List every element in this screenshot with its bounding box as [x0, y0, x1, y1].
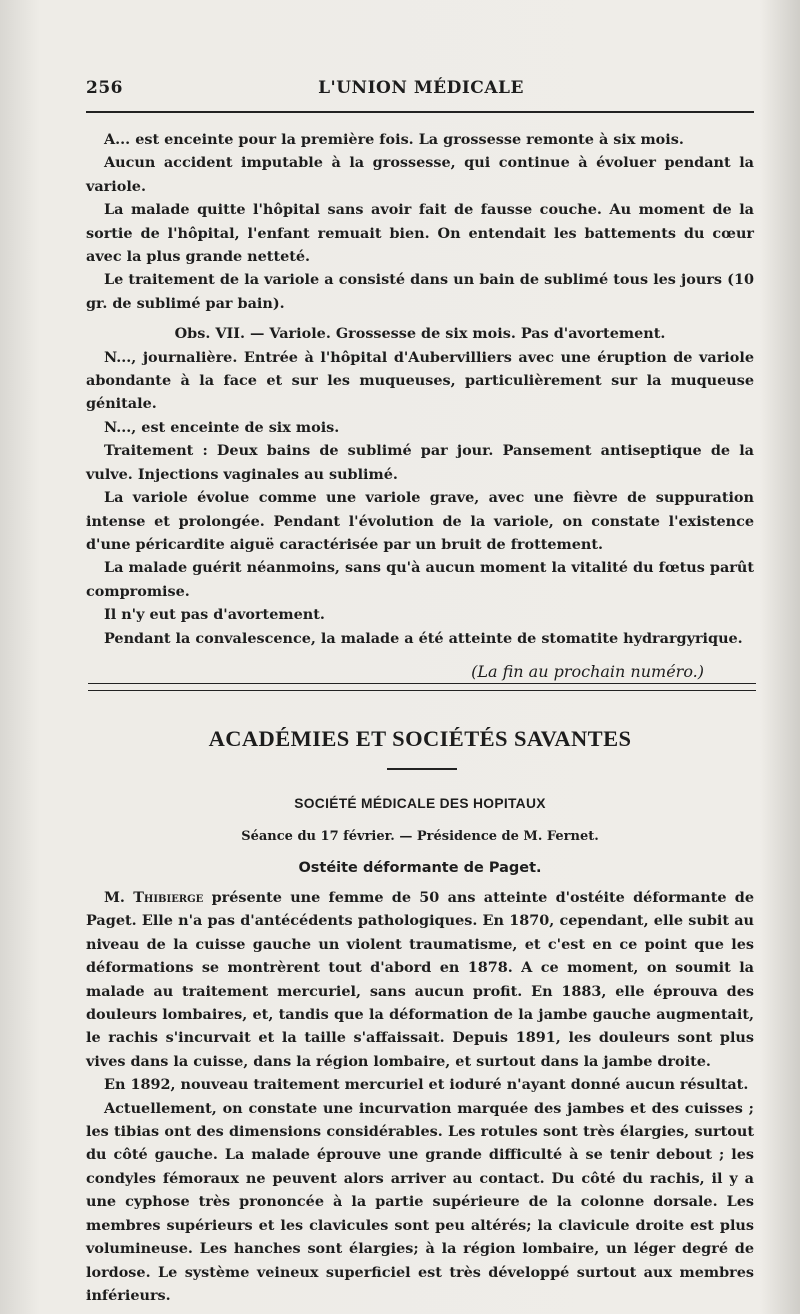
paragraph: Pendant la convalescence, la malade a été atteinte de stomatite hydrargyrique.: [104, 629, 743, 647]
section-title: ACADÉMIES ET SOCIÉTÉS SAVANTES: [208, 726, 632, 751]
continued-note: (La fin au prochain numéro.): [471, 661, 704, 681]
paragraph: En 1892, nouveau traitement mercuriel et ioduré n'ayant donné aucun résultat.: [104, 1076, 749, 1094]
running-header: [86, 78, 756, 106]
speaker-name: M. Thibierge: [104, 889, 204, 906]
paragraph: Traitement : Deux bains de sublimé par jour. Pansement antiseptique de la vulve. Injections vaginales au sublimé.: [86, 442, 754, 483]
article-title: Ostéite déformante de Paget.: [298, 860, 542, 876]
paragraph: Le traitement de la variole a consisté dans un bain de sublimé tous les jours (10 gr. de sublimé par bain).: [86, 271, 754, 312]
paragraph: N..., est enceinte de six mois.: [104, 418, 340, 436]
paragraph: N..., journalière. Entrée à l'hôpital d'Aubervilliers avec une éruption de variole abondante à la face et sur les muqueuses, particulièrement sur la muqueuse génitale.: [86, 348, 754, 413]
article-body: [86, 886, 754, 1307]
paragraph: Actuellement, on constate une incurvation marquée des jambes et des cuisses ; les tibias ont des dimensions considérables. Les rotules sont très élargies, surtout du côté gauche. La malade éprouve une grande difficulté à se tenir debout ; les condyles fémoraux ne peuvent alors arriver au contact. Du côté du rachis, il y a une cyphose très prononcée à la partie supérieure de la colonne dorsale. Les membres supérieurs et les clavicules sont peu altérés; la clavicule droite est plus volumineuse. Les hanches sont élargies; à la région lombaire, un léger degré de lordose. Le système veineux superficiel est très développé surtout aux membres inférieurs.: [86, 1099, 754, 1304]
paragraph: Aucun accident imputable à la grossesse, qui continue à évoluer pendant la variole.: [86, 154, 754, 195]
page-number: 256: [86, 78, 123, 98]
obs-vi-continued: [86, 128, 754, 683]
paragraph: A... est enceinte pour la première fois. La grossesse remonte à six mois.: [104, 131, 684, 148]
paragraph: La malade guérit néanmoins, sans qu'à aucun moment la vitalité du fœtus parût compromise.: [86, 559, 754, 600]
paragraph: Il n'y eut pas d'avortement.: [104, 606, 325, 624]
journal-title: L'UNION MÉDICALE: [318, 78, 524, 98]
obs-vii-title: Obs. VII. — Variole. Grossesse de six mois. Pas d'avortement.: [174, 325, 666, 343]
paragraph-text: présente une femme de 50 ans atteinte d'ostéite déformante de Paget. Elle n'a pas d'antécédents pathologiques. En 1870, cependant, elle subit au niveau de la cuisse gauche un violent traumatisme, et c'est en ce point que les déformations se montrèrent tout d'abord en 1878. A ce moment, on soumit la malade au traitement mercuriel, sans aucun profit. En 1883, elle éprouva des douleurs lombaires, et, tandis que la déformation de la jambe gauche augmentait, le rachis s'incurvait et la taille s'affaissait. Depuis 1891, les douleurs sont plus vives dans la cuisse, dans la région lombaire, et surtout dans la jambe droite.: [86, 889, 755, 1070]
header-rule: [86, 111, 754, 113]
title-underline: [387, 768, 457, 770]
seance-line: Séance du 17 février. — Présidence de M. Fernet.: [241, 829, 599, 844]
paragraph: [86, 886, 754, 1073]
society-name: SOCIÉTÉ MÉDICALE DES HOPITAUX: [294, 796, 546, 811]
paragraph: La variole évolue comme une variole grave, avec une fièvre de suppuration intense et prolongée. Pendant l'évolution de la variole, on constate l'existence d'une péricardite aiguë caractérisée par un bruit de frottement.: [86, 489, 754, 553]
section-divider: [88, 683, 756, 691]
paragraph: La malade quitte l'hôpital sans avoir fait de fausse couche. Au moment de la sortie de l'hôpital, l'enfant remuait bien. On entendait les battements du cœur avec la plus grande netteté.: [86, 201, 754, 266]
